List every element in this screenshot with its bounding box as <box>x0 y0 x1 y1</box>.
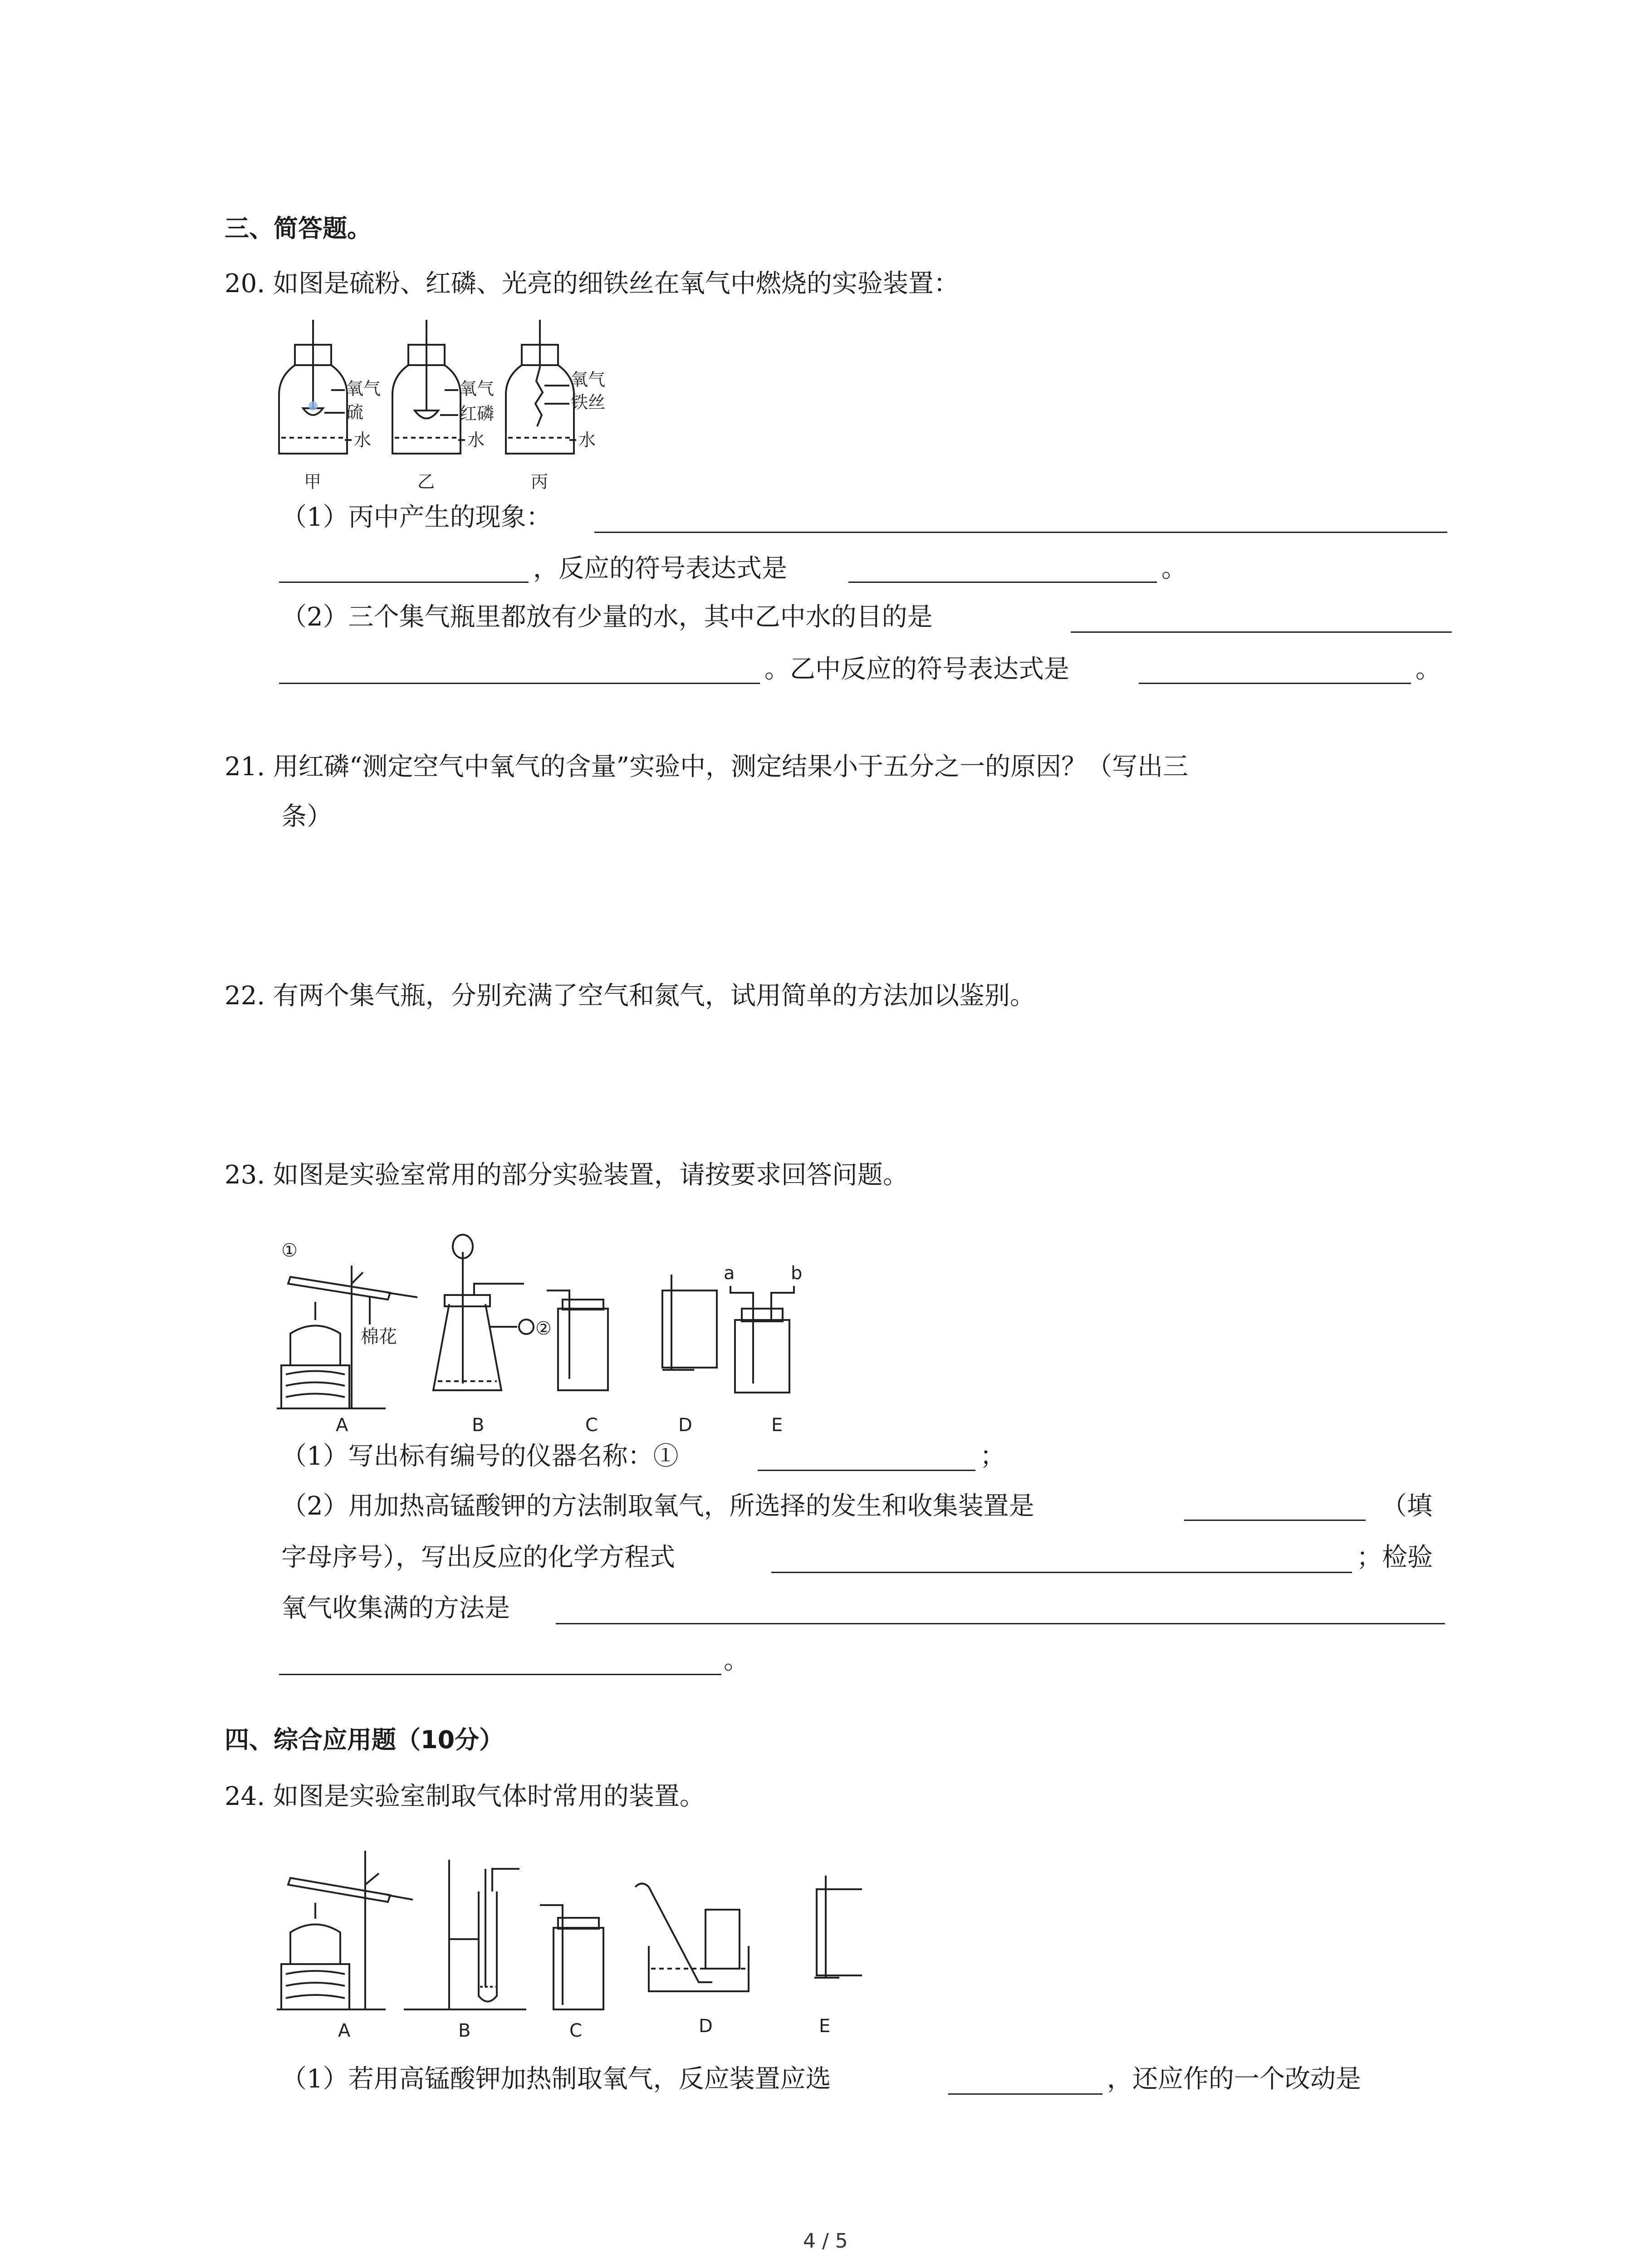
q24-label-d: D <box>699 2016 713 2037</box>
q20-part1-text-b: ，反应的符号表达式是 <box>533 554 787 583</box>
q21-stem-line1: 21. 用红磷“测定空气中氧气的含量”实验中，测定结果小于五分之一的原因？（写出三 <box>225 752 1189 782</box>
q20-part2-blank-a[interactable] <box>1071 631 1452 633</box>
q21-stem-line2: 条） <box>281 802 332 831</box>
q23-label-b: B <box>472 1415 485 1433</box>
jar3-caption: 丙 <box>531 472 549 492</box>
q24-label-b: B <box>458 2020 471 2041</box>
q23-label-c: C <box>585 1415 598 1433</box>
q23-port-a: a <box>724 1263 735 1284</box>
q24-label-a: A <box>338 2020 351 2041</box>
q20-part2-blank-b[interactable] <box>279 683 760 684</box>
q23-part2-blank-d[interactable] <box>279 1674 721 1675</box>
q20-part1-blank-a[interactable] <box>594 532 1447 533</box>
jar1-label-sulfur: 硫 <box>346 402 364 422</box>
q20-part2-blank-c[interactable] <box>1139 683 1411 684</box>
q20-part1-blank-c[interactable] <box>848 582 1157 583</box>
jar2-caption: 乙 <box>417 472 435 492</box>
q20-part1-blank-b[interactable] <box>279 582 529 583</box>
jar2-label-phosphorus: 红磷 <box>460 404 495 424</box>
q20-part1-end: 。 <box>1161 554 1187 583</box>
q23-part2-text-b: （填 <box>1381 1491 1432 1521</box>
q23-label-e: E <box>771 1415 783 1433</box>
jar3-label-iron-wire: 铁丝 <box>571 392 606 412</box>
page-number: 4 / 5 <box>803 2229 848 2253</box>
q23-stem: 23. 如图是实验室常用的部分实验装置，请按要求回答问题。 <box>225 1160 908 1190</box>
jar2-label-water: 水 <box>467 430 485 450</box>
q23-part1-end: ； <box>980 1442 1005 1471</box>
q20-stem: 20. 如图是硫粉、红磷、光亮的细铁丝在氧气中燃烧的实验装置： <box>225 269 959 298</box>
q22-stem: 22. 有两个集气瓶，分别充满了空气和氮气，试用简单的方法加以鉴别。 <box>225 981 1035 1011</box>
q23-part2-blank-c[interactable] <box>556 1623 1445 1624</box>
jar1-label-water: 水 <box>354 430 372 450</box>
jar3-label-water: 水 <box>578 430 596 450</box>
q23-part2-blank-a[interactable] <box>1184 1520 1366 1521</box>
q23-port-b: b <box>791 1263 803 1284</box>
q24-part1-blank[interactable] <box>948 2093 1102 2095</box>
q23-part2-end: 。 <box>724 1646 749 1675</box>
q23-label-d: D <box>678 1415 692 1433</box>
q23-part1-blank[interactable] <box>758 1470 975 1471</box>
q20-part1-text: （1）丙中产生的现象： <box>281 503 552 532</box>
q20-part2-end: 。 <box>1416 655 1441 684</box>
q23-label-a: A <box>336 1415 348 1433</box>
jar1-label-oxygen: 氧气 <box>346 379 381 399</box>
jar1-caption: 甲 <box>304 472 322 492</box>
q23-part2-text-c: 字母序号），写出反应的化学方程式 <box>281 1543 675 1572</box>
q20-figure <box>272 318 681 499</box>
q23-part2-blank-b[interactable] <box>771 1572 1352 1573</box>
q23-marker-2: ② <box>535 1318 552 1339</box>
q24-stem: 24. 如图是实验室制取气体时常用的装置。 <box>225 1782 705 1811</box>
q24-part1-text: （1）若用高锰酸钾加热制取氧气，反应装置应选 <box>281 2064 831 2094</box>
q24-label-c: C <box>569 2020 582 2041</box>
q20-part2-text-b: 。乙中反应的符号表达式是 <box>764 655 1069 684</box>
q24-label-e: E <box>819 2016 831 2037</box>
q23-part2-text-d: ；检验 <box>1357 1543 1433 1572</box>
q24-figure <box>272 1842 862 2050</box>
q23-cotton-label: 棉花 <box>361 1326 397 1347</box>
section-heading-3: 三、简答题。 <box>225 214 372 243</box>
q23-part2-text-e: 氧气收集满的方法是 <box>281 1593 510 1623</box>
section-heading-4: 四、综合应用题（10分） <box>225 1725 504 1754</box>
q24-part1-text-b: ，还应作的一个改动是 <box>1107 2064 1361 2094</box>
jar3-label-oxygen: 氧气 <box>571 370 606 390</box>
q23-part2-text: （2）用加热高锰酸钾的方法制取氧气，所选择的发生和收集装置是 <box>281 1491 1034 1521</box>
q23-marker-1: ① <box>281 1240 298 1261</box>
jar2-label-oxygen: 氧气 <box>460 379 495 399</box>
q23-part1-text: （1）写出标有编号的仪器名称：① <box>281 1442 679 1471</box>
q20-part2-text: （2）三个集气瓶里都放有少量的水，其中乙中水的目的是 <box>281 602 933 632</box>
q23-figure <box>272 1234 862 1433</box>
